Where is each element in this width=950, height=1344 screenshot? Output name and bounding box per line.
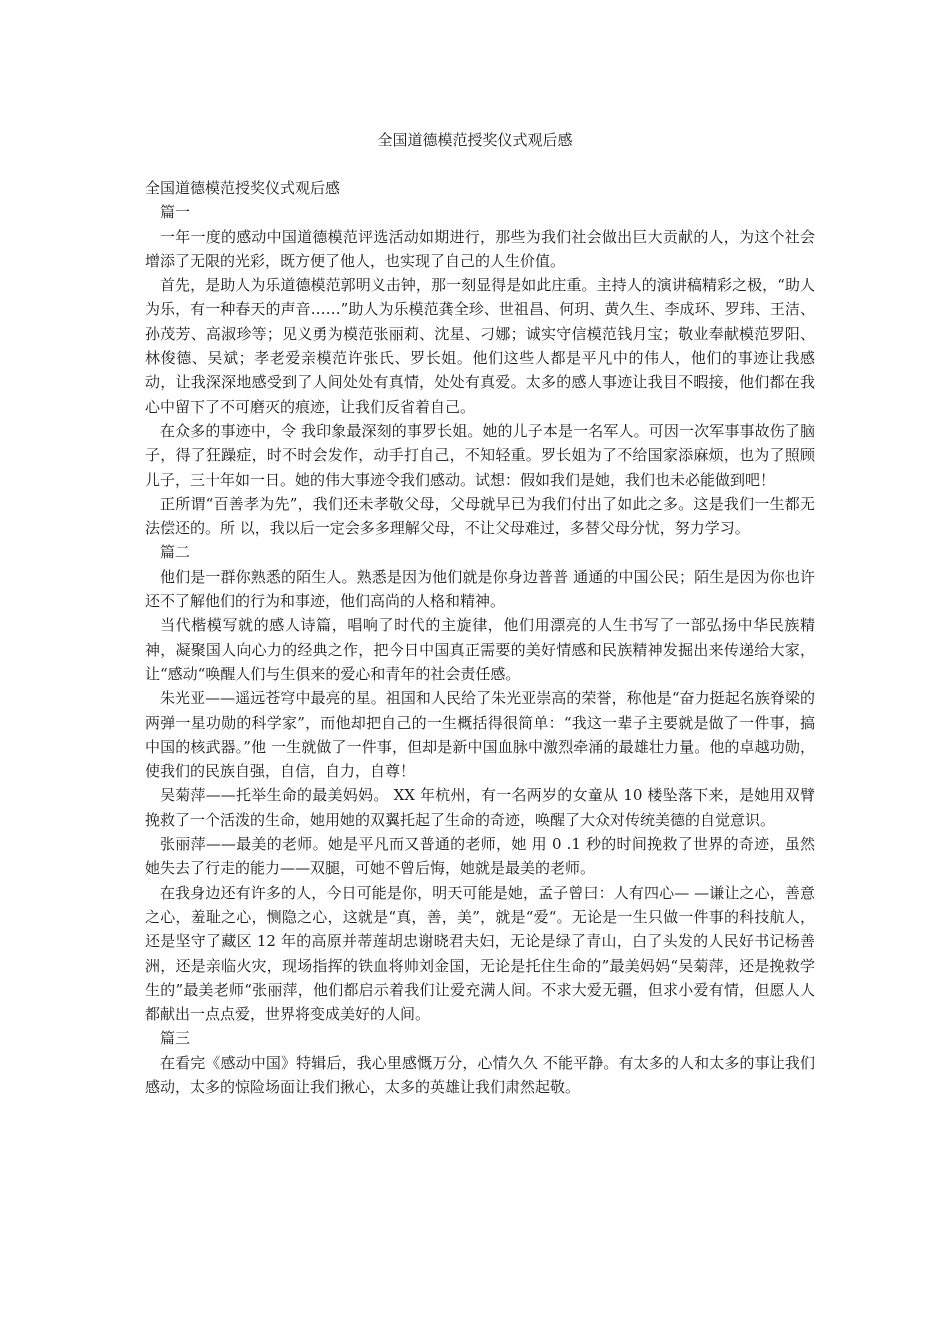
- paragraph: 张丽萍——最美的老师。她是平凡而又普通的老师，她 用 0 .1 秒的时间挽救了世界的奇迹，虽然她失去了行走的能力——双腿，可她不曾后悔，她就是最美的老师。: [145, 835, 815, 878]
- paragraph: 正所谓“百善孝为先”，我们还未孝敬父母，父母就早已为我们付出了如此之多。这是我们一生都无法偿还的。所 以，我以后一定会多多理解父母，不让父母难过，多替父母分忧，努力学习。: [145, 494, 815, 538]
- document-title: 全国道德模范授奖仪式观后感: [377, 131, 573, 149]
- paragraph: 一年一度的感动中国道德模范评选活动如期进行，那些为我们社会做出巨大贡献的人，为这个社会增添了无限的光彩，既方便了他人，也实现了自己的人生价值。: [145, 227, 815, 270]
- section-label-3: 篇三: [160, 1029, 191, 1048]
- section-label-2: 篇二: [160, 543, 191, 562]
- paragraph: 朱光亚——遥远苍穹中最亮的星。祖国和人民给了朱光亚崇高的荣誉，称他是“奋力挺起名族脊梁的两弹一星功勋的科学家”，而他却把自己的一生概括得很简单：“我这一辈子主要就是做了一件事，搞中国的核武器。”他 一生就做了一件事，但却是新中国血脉中激烈牵涌的最雄壮力量。他的卓越功勋，使我们的民族自强，自信，自力，自尊！: [145, 689, 815, 781]
- section-label-1: 篇一: [160, 203, 191, 222]
- paragraph: 他们是一群你熟悉的陌生人。熟悉是因为他们就是你身边普普 通通的中国公民；陌生是因为你也许还不了解他们的行为和事迹，他们高尚的人格和精神。: [145, 567, 815, 611]
- paragraph: 在我身边还有许多的人，今日可能是你，明天可能是她，孟子曾曰：人有四心— —谦让之心，善意之心，羞耻之心，恻隐之心，这就是“真，善，美”，就是“爱“。无论是一生只做一件事的科技航人，还是坚守了藏区 12 年的高原并蒂莲胡忠谢晓君夫妇，无论是绿了青山，白了头发的人民好书记杨善洲，还是亲临火灾，现场指挥的铁血将帅刘金国，无论是托住生命的”最美妈妈“吴菊萍，还是挽救学生的”最美老师“张丽萍，他们都启示着我们让爱充满人间。不求大爱无疆，但求小爱有情，但愿人人都献出一点点爱，世界将变成美好的人间。: [145, 883, 815, 1024]
- document-body: [145, 176, 815, 1099]
- paragraph: 在众多的事迹中，令 我印象最深刻的事罗长姐。她的儿子本是一名军人。可因一次军事事故伤了脑子，得了狂躁症，时不时会发作，动手打自己，不知轻重。罗长姐为了不给国家添麻烦，也为了照顾儿子，三十年如一日。她的伟大事迹令我们感动。试想：假如我们是她，我们也未必能做到吧！: [145, 421, 815, 489]
- body-heading: 全国道德模范授奖仪式观后感: [145, 179, 341, 197]
- paragraph: 当代楷模写就的感人诗篇，唱响了时代的主旋律，他们用漂亮的人生书写了一部弘扬中华民族精神，凝聚国人向心力的经典之作，把今日中国真正需要的美好情感和民族精神发掘出来传递给大家，让“感动“唤醒人们与生俱来的爱心和青年的社会责任感。: [145, 616, 815, 683]
- paragraph: 吴菊萍——托举生命的最美妈妈。 XX 年杭州，有一名两岁的女童从 10 楼坠落下来，是她用双臂挽救了一个活泼的生命，她用她的双翼托起了生命的奇迹，唤醒了大众对传统美德的自觉意识。: [145, 786, 815, 829]
- paragraph: 首先，是助人为乐道德模范郭明义击钟，那一刻显得是如此庄重。主持人的演讲稿精彩之极，“助人为乐，有一种春天的声音……”助人为乐模范龚全珍、世祖昌、何玥、黄久生、李成环、罗玮、王洁、孙茂芳、高淑珍等；见义勇为模范张丽莉、沈星、刁娜；诚实守信模范钱月宝；敬业奉献模范罗阳、林俊德、吴斌；孝老爱亲模范许张氏、罗长姐。他们这些人都是平凡中的伟人，他们的事迹让我感动，让我深深地感受到了人间处处有真情，处处有真爱。太多的感人事迹让我目不暇接，他们都在我心中留下了不可磨灭的痕迹，让我们反省着自己。: [145, 276, 815, 416]
- paragraph: 在看完《感动中国》特辑后，我心里感慨万分，心情久久 不能平静。有太多的人和太多的事让我们感动，太多的惊险场面让我们揪心，太多的英雄让我们肃然起敬。: [145, 1053, 815, 1096]
